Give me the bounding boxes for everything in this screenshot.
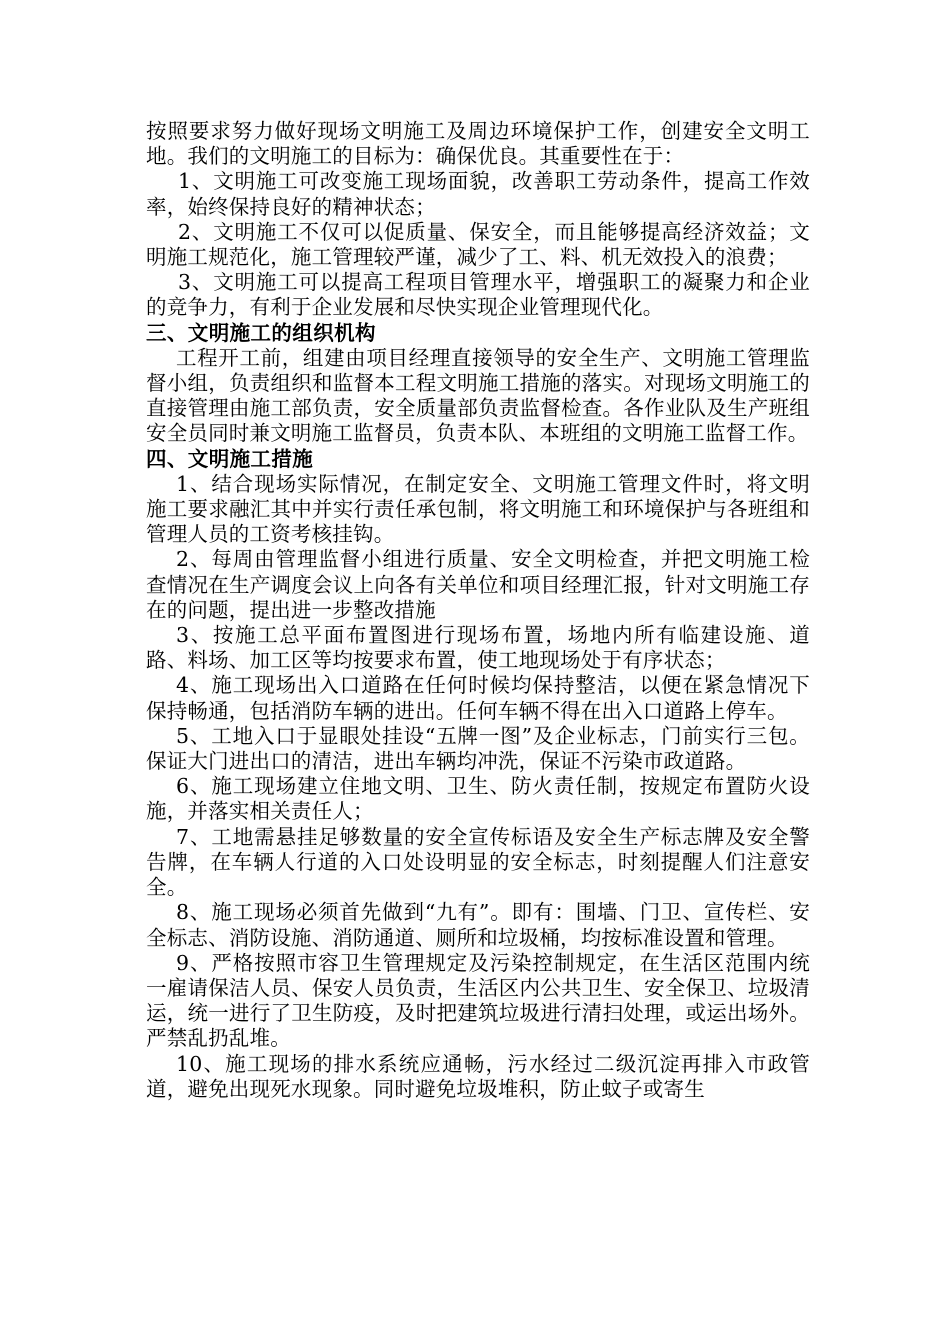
importance-item-1: 1、文明施工可改变施工现场面貌，改善职工劳动条件，提高工作效率，始终保持良好的精神状态； <box>146 169 810 219</box>
measure-item-1: 1、结合现场实际情况，在制定安全、文明施工管理文件时，将文明施工要求融汇其中并实行责任承包制，将文明施工和环境保护与各班组和管理人员的工资考核挂钩。 <box>146 471 810 547</box>
importance-item-3: 3、文明施工可以提高工程项目管理水平，增强职工的凝聚力和企业的竞争力，有利于企业发展和尽快实现企业管理现代化。 <box>146 270 810 320</box>
measure-item-8: 8、施工现场必须首先做到“九有”。即有：围墙、门卫、宣传栏、安全标志、消防设施、消防通道、厕所和垃圾桶，均按标准设置和管理。 <box>146 900 810 950</box>
document-page <box>146 119 810 1102</box>
intro-paragraph: 按照要求努力做好现场文明施工及周边环境保护工作，创建安全文明工地。我们的文明施工的目标为：确保优良。其重要性在于： <box>146 119 810 169</box>
measure-item-2: 2、每周由管理监督小组进行质量、安全文明检查，并把文明施工检查情况在生产调度会议上向各有关单位和项目经理汇报，针对文明施工存在的问题，提出进一步整改措施 <box>146 547 810 622</box>
organization-paragraph: 工程开工前，组建由项目经理直接领导的安全生产、文明施工管理监督小组，负责组织和监督本工程文明施工措施的落实。对现场文明施工的直接管理由施工部负责，安全质量部负责监督检查。各作业队及生产班组安全员同时兼文明施工监督员，负责本队、本班组的文明施工监督工作。 <box>146 345 810 446</box>
measure-item-6: 6、施工现场建立住地文明、卫生、防火责任制，按规定布置防火设施，并落实相关责任人； <box>146 774 810 824</box>
measure-item-9: 9、严格按照市容卫生管理规定及污染控制规定，在生活区范围内统一雇请保洁人员、保安人员负责，生活区内公共卫生、安全保卫、垃圾清运，统一进行了卫生防疫，及时把建筑垃圾进行清扫处理，或运出场外。严禁乱扔乱堆。 <box>146 950 810 1051</box>
measure-item-4: 4、施工现场出入口道路在任何时候均保持整洁，以便在紧急情况下保持畅通，包括消防车辆的进出。任何车辆不得在出入口道路上停车。 <box>146 673 810 723</box>
measure-item-10: 10、施工现场的排水系统应通畅，污水经过二级沉淀再排入市政管道，避免出现死水现象。同时避免垃圾堆积，防止蚊子或寄生 <box>146 1051 810 1101</box>
measure-item-7: 7、工地需悬挂足够数量的安全宣传标语及安全生产标志牌及安全警告牌，在车辆人行道的入口处设明显的安全标志，时刻提醒人们注意安全。 <box>146 824 810 900</box>
measure-item-3: 3、按施工总平面布置图进行现场布置，场地内所有临建设施、道路、料场、加工区等均按要求布置，使工地现场处于有序状态； <box>146 623 810 673</box>
section-heading-organization: 三、文明施工的组织机构 <box>146 320 376 345</box>
measure-item-5: 5、工地入口于显眼处挂设“五牌一图”及企业标志，门前实行三包。保证大门进出口的清洁，进出车辆均冲洗，保证不污染市政道路。 <box>146 723 810 774</box>
section-heading-measures: 四、文明施工措施 <box>146 446 314 471</box>
importance-item-2: 2、文明施工不仅可以促质量、保安全，而且能够提高经济效益；文明施工规范化，施工管理较严谨，减少了工、料、机无效投入的浪费； <box>146 219 810 270</box>
